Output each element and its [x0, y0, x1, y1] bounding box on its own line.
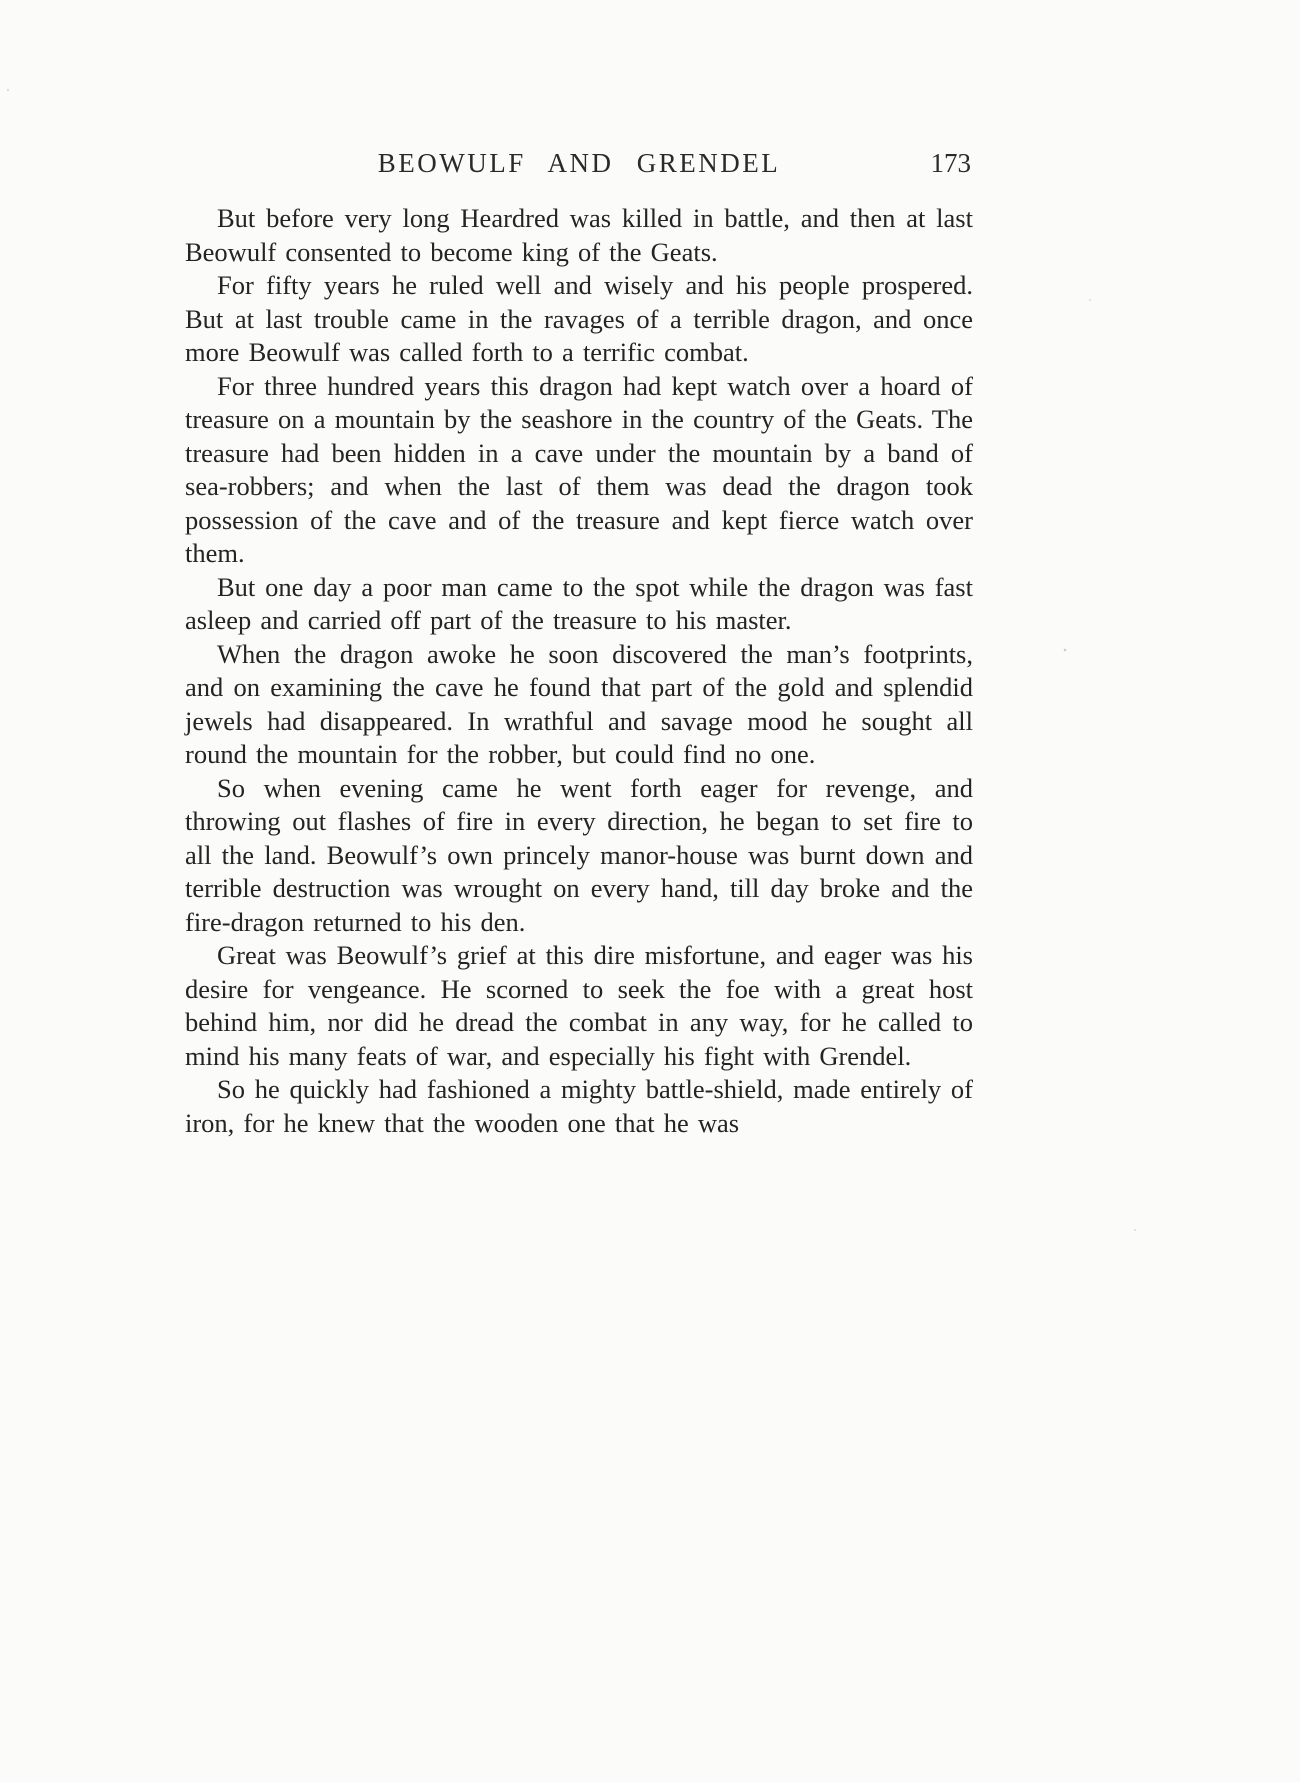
running-head-title: BEOWULF AND GRENDEL — [377, 148, 781, 178]
paragraph: When the dragon awoke he soon discovered the man’s footprints, and on examining the cave he found that part of the gold and splendid jewels had disappeared. In wrathful and savage mood he sought all round the mountain for the robber, but could find no one. — [185, 638, 973, 769]
paragraph: For fifty years he ruled well and wisely and his people prospered. But at last trouble came in the ravages of a terrible dragon, and once more Beowulf was called forth to a terrific combat. — [185, 270, 973, 367]
paragraph: Great was Beowulf’s grief at this dire misfortune, and eager was his desire for vengeance. He scorned to seek the foe with a great host behind him, nor did he dread the combat in any way, for he called to mind his many feats of war, and especially his fight with Grendel. — [185, 940, 973, 1071]
paragraph: So when evening came he went forth eager for revenge, and throwing out flashes of fire in every direction, he began to set fire to all the land. Beowulf’s own princely manor-house was burnt down and terrible destruction was wrought on every hand, till day broke and the fire-dragon returned to his den. — [185, 772, 973, 937]
paragraph: So he quickly had fashioned a mighty battle-shield, made entirely of iron, for he knew that the wooden one that he was — [185, 1074, 973, 1138]
paragraph: But one day a poor man came to the spot while the dragon was fast asleep and carried off part of the treasure to his master. — [185, 571, 973, 635]
page-body — [185, 202, 973, 1140]
page-content — [185, 148, 973, 1140]
page-header — [185, 148, 973, 182]
paragraph: For three hundred years this dragon had kept watch over a hoard of treasure on a mountain by the seashore in the country of the Geats. The treasure had been hidden in a cave under the mountain by a band of sea-robbers; and when the last of them was dead the dragon took possession of the cave and of the treasure and kept fierce watch over them. — [185, 370, 973, 568]
page-number: 173 — [930, 148, 971, 178]
paragraph: But before very long Heardred was killed in battle, and then at last Beowulf consented to become king of the Geats. — [185, 203, 973, 267]
